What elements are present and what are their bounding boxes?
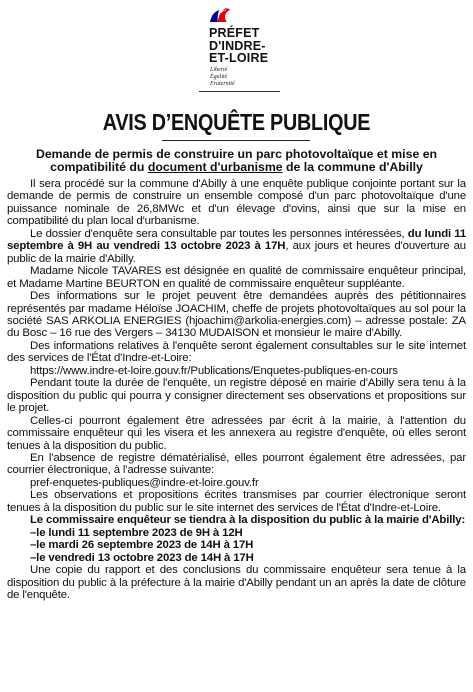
paragraph-written: Celles-ci pourront également être adressées par écrit à la mairie, à l'attention du commissaire enquêteur qui les visera et les annexera au registre d'enquête, où elles seront tenues à la disposition du public. xyxy=(7,414,466,452)
permanence-date: –le lundi 11 septembre 2023 de 9H à 12H xyxy=(30,526,243,539)
permanence-date: –le vendredi 13 octobre 2023 de 14H à 17H xyxy=(30,551,254,564)
paragraph-report: Une copie du rapport et des conclusions du commissaire enquêteur sera tenue à la disposition du public à la préfecture à la mairie d'Abilly pendant un an après la date de clôture de l'enquête. xyxy=(7,564,466,601)
notice-title: AVIS D’ENQUÊTE PUBLIQUE xyxy=(102,109,371,135)
notice-body xyxy=(7,178,466,601)
prefecture-header xyxy=(0,0,473,100)
republic-motto: Liberté Égalité Fraternité xyxy=(210,67,235,87)
paragraph-email: En l'absence de registre dématérialisé, elles pourront également être adressées, par courrier électronique, à l'adresse suivante: xyxy=(7,451,466,477)
website-link[interactable]: https://www.indre-et-loire.gouv.fr/Publications/Enquetes-publiques-en-cours xyxy=(30,364,398,377)
paragraph-commissioners: Madame Nicole TAVARES est désignée en qualité de commissaire enquêteur principal, et Madame Martine BEURTON en qualité de commissaire enquêteur suppléante. xyxy=(7,265,466,290)
paragraph-permanences: Le commissaire enquêteur se tiendra à la disposition du public à la mairie d'Abilly: xyxy=(30,514,466,527)
title-divider xyxy=(162,140,310,141)
notice-subtitle: Demande de permis de construire un parc photovoltaïque et mise en compatibilité du document d'urbanisme de la commune d'Abilly xyxy=(35,147,438,174)
paragraph-dossier: Le dossier d'enquête sera consultable par toutes les personnes intéressées, du lundi 11 septembre à 9H au vendredi 13 octobre 2023 à 17H, aux jours et heures d'ouverture au public de la mairie d'Abilly. xyxy=(7,227,467,265)
paragraph-intro: Il sera procédé sur la commune d'Abilly à une enquête publique conjointe portant sur la demande de permis de construire un ensemble composé d'un parc photovoltaïque d'une puissance nominale de 26,8MWc et d'un élevage d'ovins, ainsi que sur la mise en compatibilité du plan local d'urbanisme. xyxy=(7,178,466,228)
paragraph-register: Pendant toute la durée de l'enquête, un registre déposé en mairie d'Abilly sera tenu à la disposition du public qui pourra y consigner directement ses observations et propositions sur le projet. xyxy=(7,377,466,415)
paragraph-website-info: Des informations relatives à l'enquête seront également consultables sur le site internet des services de l'État d'Indre-et-Loire: xyxy=(7,339,466,365)
permanence-date: –le mardi 26 septembre 2023 de 14H à 17H xyxy=(30,539,254,552)
header-divider xyxy=(199,91,280,92)
paragraph-email-observations: Les observations et propositions écrites transmises par courrier électronique seront tenues à la disposition du public sur le site internet des services de l'État d'Indre-et-Loire. xyxy=(7,489,466,514)
paragraph-petitioners: Des informations sur le projet peuvent être demandées auprès des pétitionnaires représentés par madame Héloïse JOACHIM, cheffe de projets photovoltaïques au sol pour la société SAS ARKOLIA ENERGIES (hjoachim@arkolia-energies.com) – adresse postale: ZA du Bosc – 16 rue des Vergers – 34130 MUDAISON et monsieur le maire d'Abilly. xyxy=(7,290,466,340)
prefecture-name: PRÉFET D'INDRE- ET-LOIRE xyxy=(209,26,269,65)
email-link[interactable]: pref-enquetes-publiques@indre-et-loire.gouv.fr xyxy=(30,476,259,489)
marianne-logo-icon xyxy=(208,4,232,24)
